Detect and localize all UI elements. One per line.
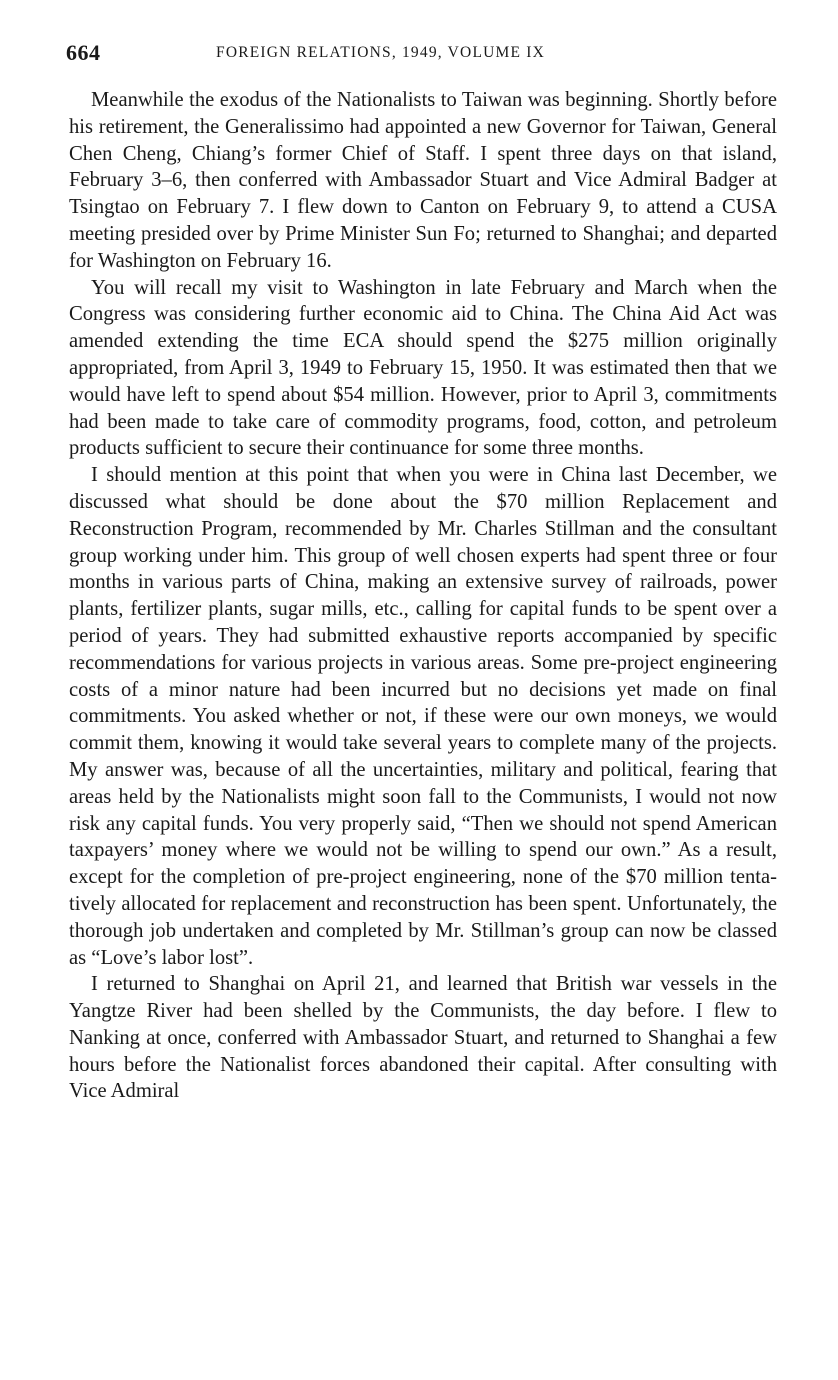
body-text	[69, 87, 777, 1105]
running-head	[66, 40, 777, 68]
running-title: FOREIGN RELATIONS, 1949, VOLUME IX	[216, 44, 545, 61]
paragraph-return-to-shanghai: I returned to Shanghai on April 21, and learned that British war vessels in the Yangtze River had been shelled by the Communists, the day before. I flew to Nanking at once, conferred with Ambassador Stuart, and returned to Shanghai a few hours before the Nationalist forces abandoned their capital. After consulting with Vice Admiral	[69, 973, 777, 1103]
paragraph-reconstruction-program: I should mention at this point that when you were in China last December, we discussed what should be done about the $70 million Replacement and Reconstruction Program, recommended by Mr. Charles Stillman and the consultant group working under him. This group of well chosen experts had spent three or four months in various parts of China, making an extensive survey of railroads, power plants, fertilizer plants, sugar mills, etc., calling for capital funds to be spent over a period of years. They had submitted exhaustive reports accompanied by specific recommendations for various projects in various areas. Some pre-project engineering costs of a minor nature had been incurred but no decisions yet made on final commitments. You asked whether or not, if these were our own moneys, we would commit them, knowing it would take several years to complete many of the projects. My answer was, because of all the uncertainties, military and political, fearing that areas held by the Nationalists might soon fall to the Communists, I would not now risk any capital funds. You very properly said, “Then we should not spend American taxpayers’ money where we would not be willing to spend our own.” As a result, except for the completion of pre-project engineering, none of the $70 million tentatively allocated for replacement and reconstruction has been spent. Unfortunately, the thorough job undertaken and completed by Mr. Stillman’s group can now be classed as “Love’s labor lost”.	[69, 464, 777, 969]
paragraph-nationalist-exodus: Meanwhile the exodus of the Nationalists to Taiwan was beginning. Shortly before his retirement, the Generalissimo had appointed a new Governor for Taiwan, General Chen Cheng, Chiang’s former Chief of Staff. I spent three days on that island, February 3–6, then conferred with Ambassador Stuart and Vice Admiral Badger at Tsingtao on February 7. I flew down to Canton on February 9, to attend a CUSA meeting presided over by Prime Minister Sun Fo; returned to Shanghai; and departed for Washington on February 16.	[69, 89, 777, 272]
page-number: 664	[66, 40, 101, 65]
document-page	[66, 40, 777, 1105]
paragraph-washington-visit: You will recall my visit to Washington in late February and March when the Congress was considering further economic aid to China. The China Aid Act was amended extending the time ECA should spend the $275 million originally appropriated, from April 3, 1949 to February 15, 1950. It was estimated then that we would have left to spend about $54 million. However, prior to April 3, commitments had been made to take care of commodity programs, food, cotton, and petroleum products sufficient to secure their continuance for some three months.	[69, 276, 777, 460]
